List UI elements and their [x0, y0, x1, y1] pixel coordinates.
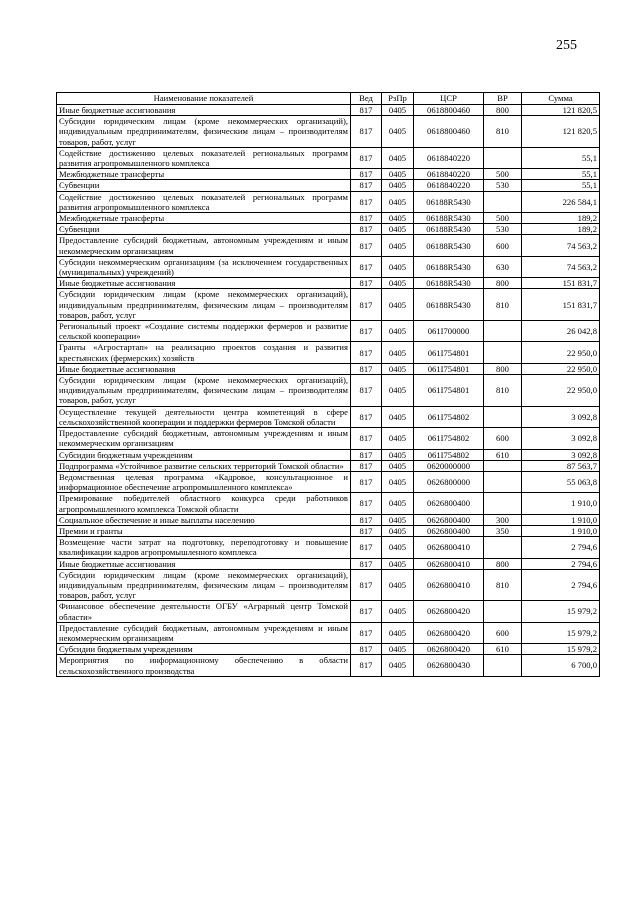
row-sum: 74 563,2: [522, 235, 600, 256]
row-rzpr: 0405: [382, 493, 414, 514]
row-name: Иные бюджетные ассигнования: [57, 363, 351, 374]
row-csr: 061I754801: [414, 363, 484, 374]
row-csr: 0626800410: [414, 569, 484, 601]
row-rzpr: 0405: [382, 449, 414, 460]
row-sum: 1 910,0: [522, 493, 600, 514]
table-row: [57, 601, 600, 622]
row-ved: 817: [351, 460, 382, 471]
row-vr: 300: [484, 514, 522, 525]
row-csr: 06188R5430: [414, 213, 484, 224]
row-sum: 74 563,2: [522, 256, 600, 277]
table-row: [57, 213, 600, 224]
row-vr: 600: [484, 428, 522, 449]
row-rzpr: 0405: [382, 406, 414, 427]
row-name: Межбюджетные трансферты: [57, 169, 351, 180]
row-vr: 530: [484, 180, 522, 191]
row-name: Подпрограмма «Устойчивое развитие сельских территорий Томской области»: [57, 460, 351, 471]
table-row: [57, 147, 600, 168]
table-row: [57, 180, 600, 191]
row-csr: 0626800420: [414, 644, 484, 655]
row-csr: 0618840220: [414, 180, 484, 191]
row-name: Мероприятия по информационному обеспечению в области сельскохозяйственного производства: [57, 655, 351, 676]
row-name: Осуществление текущей деятельности центра компетенций в сфере сельскохозяйственной кооперации и поддержки фермеров Томской области: [57, 406, 351, 427]
table-row: [57, 449, 600, 460]
row-ved: 817: [351, 569, 382, 601]
row-vr: 500: [484, 213, 522, 224]
table-row: [57, 655, 600, 676]
row-rzpr: 0405: [382, 622, 414, 643]
row-ved: 817: [351, 525, 382, 536]
row-rzpr: 0405: [382, 471, 414, 492]
table-row: [57, 342, 600, 363]
row-rzpr: 0405: [382, 375, 414, 407]
row-vr: 810: [484, 116, 522, 148]
row-ved: 817: [351, 655, 382, 676]
table-row: [57, 169, 600, 180]
header-sum: Сумма: [522, 93, 600, 105]
row-vr: [484, 655, 522, 676]
row-name: Гранты «Агростартап» на реализацию проектов создания и развития крестьянских (фермерских) хозяйств: [57, 342, 351, 363]
row-vr: 610: [484, 449, 522, 460]
row-name: Субсидии юридическим лицам (кроме некоммерческих организаций), индивидуальным предпринимателям, физическим лицам – производителям товаров, работ, услуг: [57, 116, 351, 148]
row-sum: 6 700,0: [522, 655, 600, 676]
row-name: Субвенции: [57, 224, 351, 235]
row-vr: 810: [484, 289, 522, 321]
row-name: Возмещение части затрат на подготовку, переподготовку и повышение квалификации кадров агропромышленного комплекса: [57, 537, 351, 558]
row-csr: 0626800400: [414, 525, 484, 536]
row-sum: 2 794,6: [522, 569, 600, 601]
row-name: Предоставление субсидий бюджетным, автономным учреждениям и иным некоммерческим организациям: [57, 622, 351, 643]
table-row: [57, 537, 600, 558]
table-row: [57, 493, 600, 514]
table-row: [57, 428, 600, 449]
row-ved: 817: [351, 180, 382, 191]
table-row: [57, 406, 600, 427]
row-vr: 800: [484, 105, 522, 116]
header-name: Наименование показателей: [57, 93, 351, 105]
row-rzpr: 0405: [382, 191, 414, 212]
table-row: [57, 363, 600, 374]
row-name: Субсидии юридическим лицам (кроме некоммерческих организаций), индивидуальным предпринимателям, физическим лицам – производителям товаров, работ, услуг: [57, 289, 351, 321]
row-name: Содействие достижению целевых показателей региональных программ развития агропромышленного комплекса: [57, 147, 351, 168]
row-ved: 817: [351, 191, 382, 212]
row-csr: 0626800400: [414, 514, 484, 525]
header-vr: ВР: [484, 93, 522, 105]
row-vr: [484, 191, 522, 212]
row-rzpr: 0405: [382, 537, 414, 558]
row-ved: 817: [351, 289, 382, 321]
row-name: Межбюджетные трансферты: [57, 213, 351, 224]
row-name: Премии и гранты: [57, 525, 351, 536]
row-ved: 817: [351, 321, 382, 342]
row-sum: 2 794,6: [522, 537, 600, 558]
row-ved: 817: [351, 622, 382, 643]
row-ved: 817: [351, 363, 382, 374]
row-vr: [484, 460, 522, 471]
page-number: 255: [556, 38, 577, 53]
row-rzpr: 0405: [382, 514, 414, 525]
row-rzpr: 0405: [382, 460, 414, 471]
table-row: [57, 278, 600, 289]
table-row: [57, 569, 600, 601]
row-ved: 817: [351, 256, 382, 277]
row-vr: [484, 321, 522, 342]
row-vr: 350: [484, 525, 522, 536]
row-rzpr: 0405: [382, 278, 414, 289]
table-row: [57, 375, 600, 407]
row-rzpr: 0405: [382, 169, 414, 180]
row-csr: 0618800460: [414, 116, 484, 148]
row-csr: 061I754802: [414, 449, 484, 460]
row-rzpr: 0405: [382, 601, 414, 622]
row-csr: 06188R5430: [414, 278, 484, 289]
row-vr: [484, 406, 522, 427]
row-csr: 0626800400: [414, 493, 484, 514]
row-vr: 810: [484, 569, 522, 601]
row-ved: 817: [351, 278, 382, 289]
row-vr: 600: [484, 235, 522, 256]
row-sum: 1 910,0: [522, 525, 600, 536]
row-vr: [484, 471, 522, 492]
row-ved: 817: [351, 428, 382, 449]
row-vr: [484, 493, 522, 514]
row-sum: 151 831,7: [522, 289, 600, 321]
row-vr: 800: [484, 363, 522, 374]
row-csr: 061I700000: [414, 321, 484, 342]
row-name: Субсидии юридическим лицам (кроме некоммерческих организаций), индивидуальным предпринимателям, физическим лицам – производителям товаров, работ, услуг: [57, 569, 351, 601]
row-name: Субсидии бюджетным учреждениям: [57, 449, 351, 460]
table-row: [57, 460, 600, 471]
row-csr: 0626800430: [414, 655, 484, 676]
row-csr: 061I754801: [414, 375, 484, 407]
row-sum: 226 584,1: [522, 191, 600, 212]
table-row: [57, 471, 600, 492]
row-rzpr: 0405: [382, 569, 414, 601]
row-name: Субсидии бюджетным учреждениям: [57, 644, 351, 655]
row-csr: 0618840220: [414, 147, 484, 168]
row-csr: 06188R5430: [414, 289, 484, 321]
row-name: Субсидии юридическим лицам (кроме некоммерческих организаций), индивидуальным предпринимателям, физическим лицам – производителям товаров, работ, услуг: [57, 375, 351, 407]
table-row: [57, 256, 600, 277]
row-sum: 22 950,0: [522, 363, 600, 374]
row-ved: 817: [351, 169, 382, 180]
table-row: [57, 224, 600, 235]
row-vr: 610: [484, 644, 522, 655]
row-sum: 55,1: [522, 169, 600, 180]
row-vr: 500: [484, 169, 522, 180]
row-name: Предоставление субсидий бюджетным, автономным учреждениям и иным некоммерческим организациям: [57, 235, 351, 256]
row-ved: 817: [351, 601, 382, 622]
row-name: Финансовое обеспечение деятельности ОГБУ «Аграрный центр Томской области»: [57, 601, 351, 622]
row-vr: 810: [484, 375, 522, 407]
row-ved: 817: [351, 406, 382, 427]
row-ved: 817: [351, 375, 382, 407]
row-vr: [484, 147, 522, 168]
table-row: [57, 235, 600, 256]
header-rzpr: РзПр: [382, 93, 414, 105]
row-sum: 189,2: [522, 213, 600, 224]
row-csr: 06188R5430: [414, 191, 484, 212]
row-name: Субвенции: [57, 180, 351, 191]
row-rzpr: 0405: [382, 213, 414, 224]
row-rzpr: 0405: [382, 180, 414, 191]
row-csr: 0620000000: [414, 460, 484, 471]
row-sum: 15 979,2: [522, 601, 600, 622]
row-ved: 817: [351, 644, 382, 655]
row-sum: 55,1: [522, 147, 600, 168]
row-vr: 800: [484, 278, 522, 289]
table-row: [57, 622, 600, 643]
row-ved: 817: [351, 116, 382, 148]
row-sum: 22 950,0: [522, 342, 600, 363]
header-ved: Вед: [351, 93, 382, 105]
row-sum: 55 063,8: [522, 471, 600, 492]
row-csr: 06188R5430: [414, 256, 484, 277]
row-vr: 530: [484, 224, 522, 235]
table-row: [57, 116, 600, 148]
row-ved: 817: [351, 235, 382, 256]
row-sum: 15 979,2: [522, 644, 600, 655]
row-sum: 2 794,6: [522, 558, 600, 569]
row-csr: 0626800410: [414, 537, 484, 558]
row-ved: 817: [351, 449, 382, 460]
row-rzpr: 0405: [382, 321, 414, 342]
row-sum: 3 092,8: [522, 428, 600, 449]
row-vr: 630: [484, 256, 522, 277]
row-csr: 0626800000: [414, 471, 484, 492]
row-rzpr: 0405: [382, 116, 414, 148]
budget-table: [56, 92, 600, 677]
table-row: [57, 191, 600, 212]
row-sum: 3 092,8: [522, 449, 600, 460]
row-sum: 3 092,8: [522, 406, 600, 427]
row-ved: 817: [351, 537, 382, 558]
row-ved: 817: [351, 213, 382, 224]
table-row: [57, 321, 600, 342]
table-row: [57, 644, 600, 655]
table-header-row: [57, 93, 600, 105]
row-name: Региональный проект «Создание системы поддержки фермеров и развитие сельской кооперации»: [57, 321, 351, 342]
row-name: Иные бюджетные ассигнования: [57, 105, 351, 116]
row-sum: 87 563,7: [522, 460, 600, 471]
header-csr: ЦСР: [414, 93, 484, 105]
row-sum: 22 950,0: [522, 375, 600, 407]
row-rzpr: 0405: [382, 655, 414, 676]
row-name: Субсидии некоммерческим организациям (за исключением государственных (муниципальных) учреждений): [57, 256, 351, 277]
row-name: Предоставление субсидий бюджетным, автономным учреждениям и иным некоммерческим организациям: [57, 428, 351, 449]
row-rzpr: 0405: [382, 428, 414, 449]
row-rzpr: 0405: [382, 256, 414, 277]
row-vr: [484, 342, 522, 363]
table-row: [57, 514, 600, 525]
row-ved: 817: [351, 342, 382, 363]
row-ved: 817: [351, 147, 382, 168]
row-rzpr: 0405: [382, 363, 414, 374]
row-vr: [484, 601, 522, 622]
row-csr: 061I754802: [414, 428, 484, 449]
table-row: [57, 105, 600, 116]
row-rzpr: 0405: [382, 235, 414, 256]
row-name: Содействие достижению целевых показателей региональных программ развития агропромышленного комплекса: [57, 191, 351, 212]
row-csr: 0618840220: [414, 169, 484, 180]
row-sum: 15 979,2: [522, 622, 600, 643]
row-csr: 0626800410: [414, 558, 484, 569]
row-rzpr: 0405: [382, 525, 414, 536]
row-rzpr: 0405: [382, 342, 414, 363]
row-ved: 817: [351, 558, 382, 569]
row-rzpr: 0405: [382, 644, 414, 655]
row-csr: 0618800460: [414, 105, 484, 116]
row-name: Ведомственная целевая программа «Кадровое, консультационное и информационное обеспечение агропромышленного комплекса»: [57, 471, 351, 492]
row-vr: 800: [484, 558, 522, 569]
row-name: Социальное обеспечение и иные выплаты населению: [57, 514, 351, 525]
row-rzpr: 0405: [382, 224, 414, 235]
row-sum: 151 831,7: [522, 278, 600, 289]
row-name: Иные бюджетные ассигнования: [57, 558, 351, 569]
row-sum: 26 042,8: [522, 321, 600, 342]
row-sum: 55,1: [522, 180, 600, 191]
table-row: [57, 525, 600, 536]
row-csr: 0626800420: [414, 601, 484, 622]
row-ved: 817: [351, 514, 382, 525]
row-csr: 061I754801: [414, 342, 484, 363]
row-csr: 0626800420: [414, 622, 484, 643]
row-ved: 817: [351, 224, 382, 235]
row-name: Премирование победителей областного конкурса среди работников агропромышленного комплекса Томской области: [57, 493, 351, 514]
row-csr: 06188R5430: [414, 235, 484, 256]
row-rzpr: 0405: [382, 289, 414, 321]
row-ved: 817: [351, 471, 382, 492]
row-rzpr: 0405: [382, 105, 414, 116]
table-row: [57, 558, 600, 569]
row-vr: [484, 537, 522, 558]
row-csr: 061I754802: [414, 406, 484, 427]
row-sum: 121 820,5: [522, 105, 600, 116]
row-csr: 06188R5430: [414, 224, 484, 235]
table-row: [57, 289, 600, 321]
row-sum: 189,2: [522, 224, 600, 235]
row-sum: 1 910,0: [522, 514, 600, 525]
row-rzpr: 0405: [382, 147, 414, 168]
row-ved: 817: [351, 493, 382, 514]
row-rzpr: 0405: [382, 558, 414, 569]
row-sum: 121 820,5: [522, 116, 600, 148]
row-name: Иные бюджетные ассигнования: [57, 278, 351, 289]
row-ved: 817: [351, 105, 382, 116]
row-vr: 600: [484, 622, 522, 643]
